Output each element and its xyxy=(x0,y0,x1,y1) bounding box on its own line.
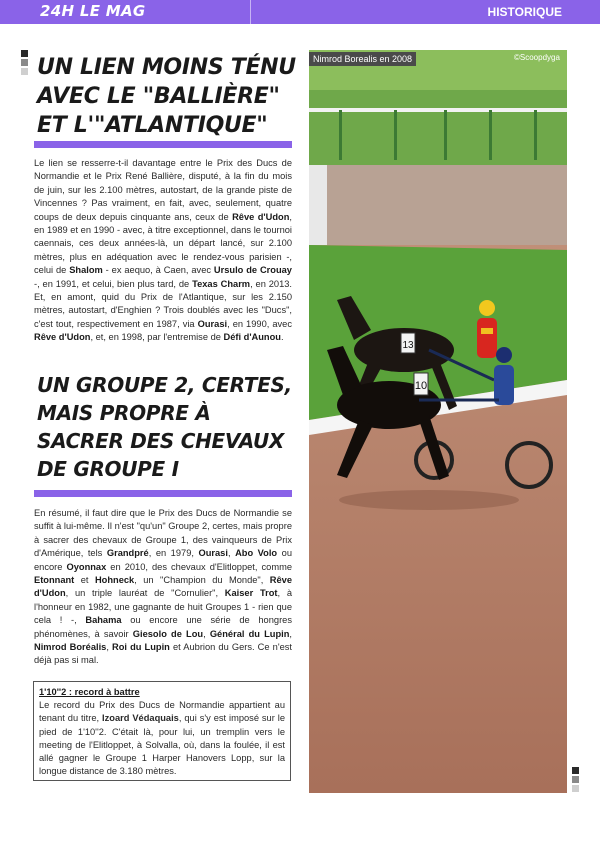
decor-squares-top xyxy=(21,50,28,77)
top-bar xyxy=(0,0,600,24)
record-holder-name: Izoard Védaquais xyxy=(102,713,179,724)
square-mid xyxy=(21,59,28,66)
horse-name: Kaiser Trot xyxy=(224,588,278,599)
square-light xyxy=(21,68,28,75)
header-divider xyxy=(250,0,251,24)
horse-name: Oyonnax xyxy=(66,561,107,572)
horse-name: Shalom xyxy=(69,265,103,276)
photo-credit: ©Scoopdyga xyxy=(514,53,560,62)
article-title-1: UN LIEN MOINS TÉNU AVEC LE "BALLIÈRE" ET L'"ATLANTIQUE" xyxy=(37,55,296,138)
horse-name: Rêve d'Udon xyxy=(34,575,292,599)
horse-name: Roi du Lupin xyxy=(112,642,170,653)
section-label: HISTORIQUE xyxy=(487,5,562,19)
horse-name: Rêve d'Udon xyxy=(34,332,91,343)
photo-caption: Nimrod Borealis en 2008 xyxy=(309,52,416,66)
record-box-text: Le record du Prix des Ducs de Normandie appartient au tenant du titre, Izoard Védaquais, qui s'y est imposé sur le pied de 1'10''2. C'était là, pour lui, un tremplin vers le meeting de l'Elitloppet, à Solvalla, où, dans la foulée, il est allé gagner le Groupe 1 Harper Hanovers Lopp, sur la longue distance de 3.180 mètres. xyxy=(39,700,285,777)
horse-name: Défi d'Aunou xyxy=(223,332,281,343)
title-rule-1 xyxy=(34,141,292,148)
horse-name: Nimrod Boréalis xyxy=(34,642,107,653)
race-photo xyxy=(309,50,567,793)
horse-name: Hohneck xyxy=(94,575,135,586)
horse-name: Ursulo de Crouay xyxy=(213,265,292,276)
decor-squares-bottom xyxy=(572,767,579,794)
horse-name: Texas Charm xyxy=(192,278,251,289)
square-dark xyxy=(21,50,28,57)
horse-name: Rêve d'Udon xyxy=(232,211,290,222)
record-box-title: 1'10''2 : record à battre xyxy=(39,687,140,697)
horse-name: Ourasi xyxy=(198,548,228,559)
article-title-2: UN GROUPE 2, CERTES, MAIS PROPRE À SACRER DES CHEVAUX DE GROUPE I xyxy=(37,373,292,481)
square-light xyxy=(572,785,579,792)
record-box xyxy=(33,681,291,781)
title-rule-2 xyxy=(34,490,292,497)
horse-name: Abo Volo xyxy=(235,548,278,559)
bib-back: 13 xyxy=(402,340,414,351)
paragraph-2: En résumé, il faut dire que le Prix des Ducs de Normandie se suffit à lui-même. Il n'est "qu'un" Groupe 2, certes, mais propre à sacrer des chevaux de Groupe 1, des vainqueurs de Prix d'Amérique, tels Grandpré, en 1979, Ourasi, Abo Volo ou encore Oyonnax en 2010, des chevaux d'Elitloppet, comme Etonnant et Hohneck, un "Champion du Monde", Rêve d'Udon, un triple lauréat de "Cornulier", Kaiser Trot, à l'honneur en 1982, une gagnante de huit Groupes 1 - rien que cela ! -, Bahama ou encore une série de hongres phénomènes, à savoir Giesolo de Lou, Général du Lupin, Nimrod Boréalis, Roi du Lupin et Aubrion du Gers. Ce n'est déjà pas si mal. xyxy=(34,508,293,666)
horse-name: Etonnant xyxy=(34,575,75,586)
square-dark xyxy=(572,767,579,774)
horse-name: Ourasi xyxy=(197,318,228,329)
horse-name: Giesolo de Lou xyxy=(132,628,204,639)
square-mid xyxy=(572,776,579,783)
magazine-title: 24H LE MAG xyxy=(40,2,146,20)
bib-front: 10 xyxy=(414,380,428,392)
horse-name: Bahama xyxy=(85,615,122,626)
horse-name: Général du Lupin xyxy=(209,628,290,639)
paragraph-1: Le lien se resserre-t-il davantage entre le Prix des Ducs de Normandie et le Prix René Ballière, disputé, à la fin du mois de juin, sur les 2.100 mètres, autostart, de la grande piste de Vincennes ? Pas vraiment, en fait, avec, seulement, quatre coups de deux depuis cinquante ans, ceux de Rêve d'Udon, en 1989 et en 1990 - avec, à titre exceptionnel, dans le tournoi caennais, ces deux années-là, un départ lancé, sur 2.100 mètres, plus en adéquation avec le rendez-vous parisien -, celui de Shalom - ex aequo, à Caen, avec Ursulo de Crouay -, en 1991, et celui, bien plus tard, de Texas Charm, en 2013. Et, en amont, quid du Prix de l'Atlantique, sur les 2.150 mètres, autostart, d'Enghien ? Trois doublés avec les "Ducs", c'est tout, respectivement en 1987, via Ourasi, en 1990, avec Rêve d'Udon, et, en 1998, par l'entremise de Défi d'Aunou. xyxy=(34,158,292,343)
race-photo-illustration xyxy=(309,50,567,793)
horse-name: Grandpré xyxy=(106,548,149,559)
